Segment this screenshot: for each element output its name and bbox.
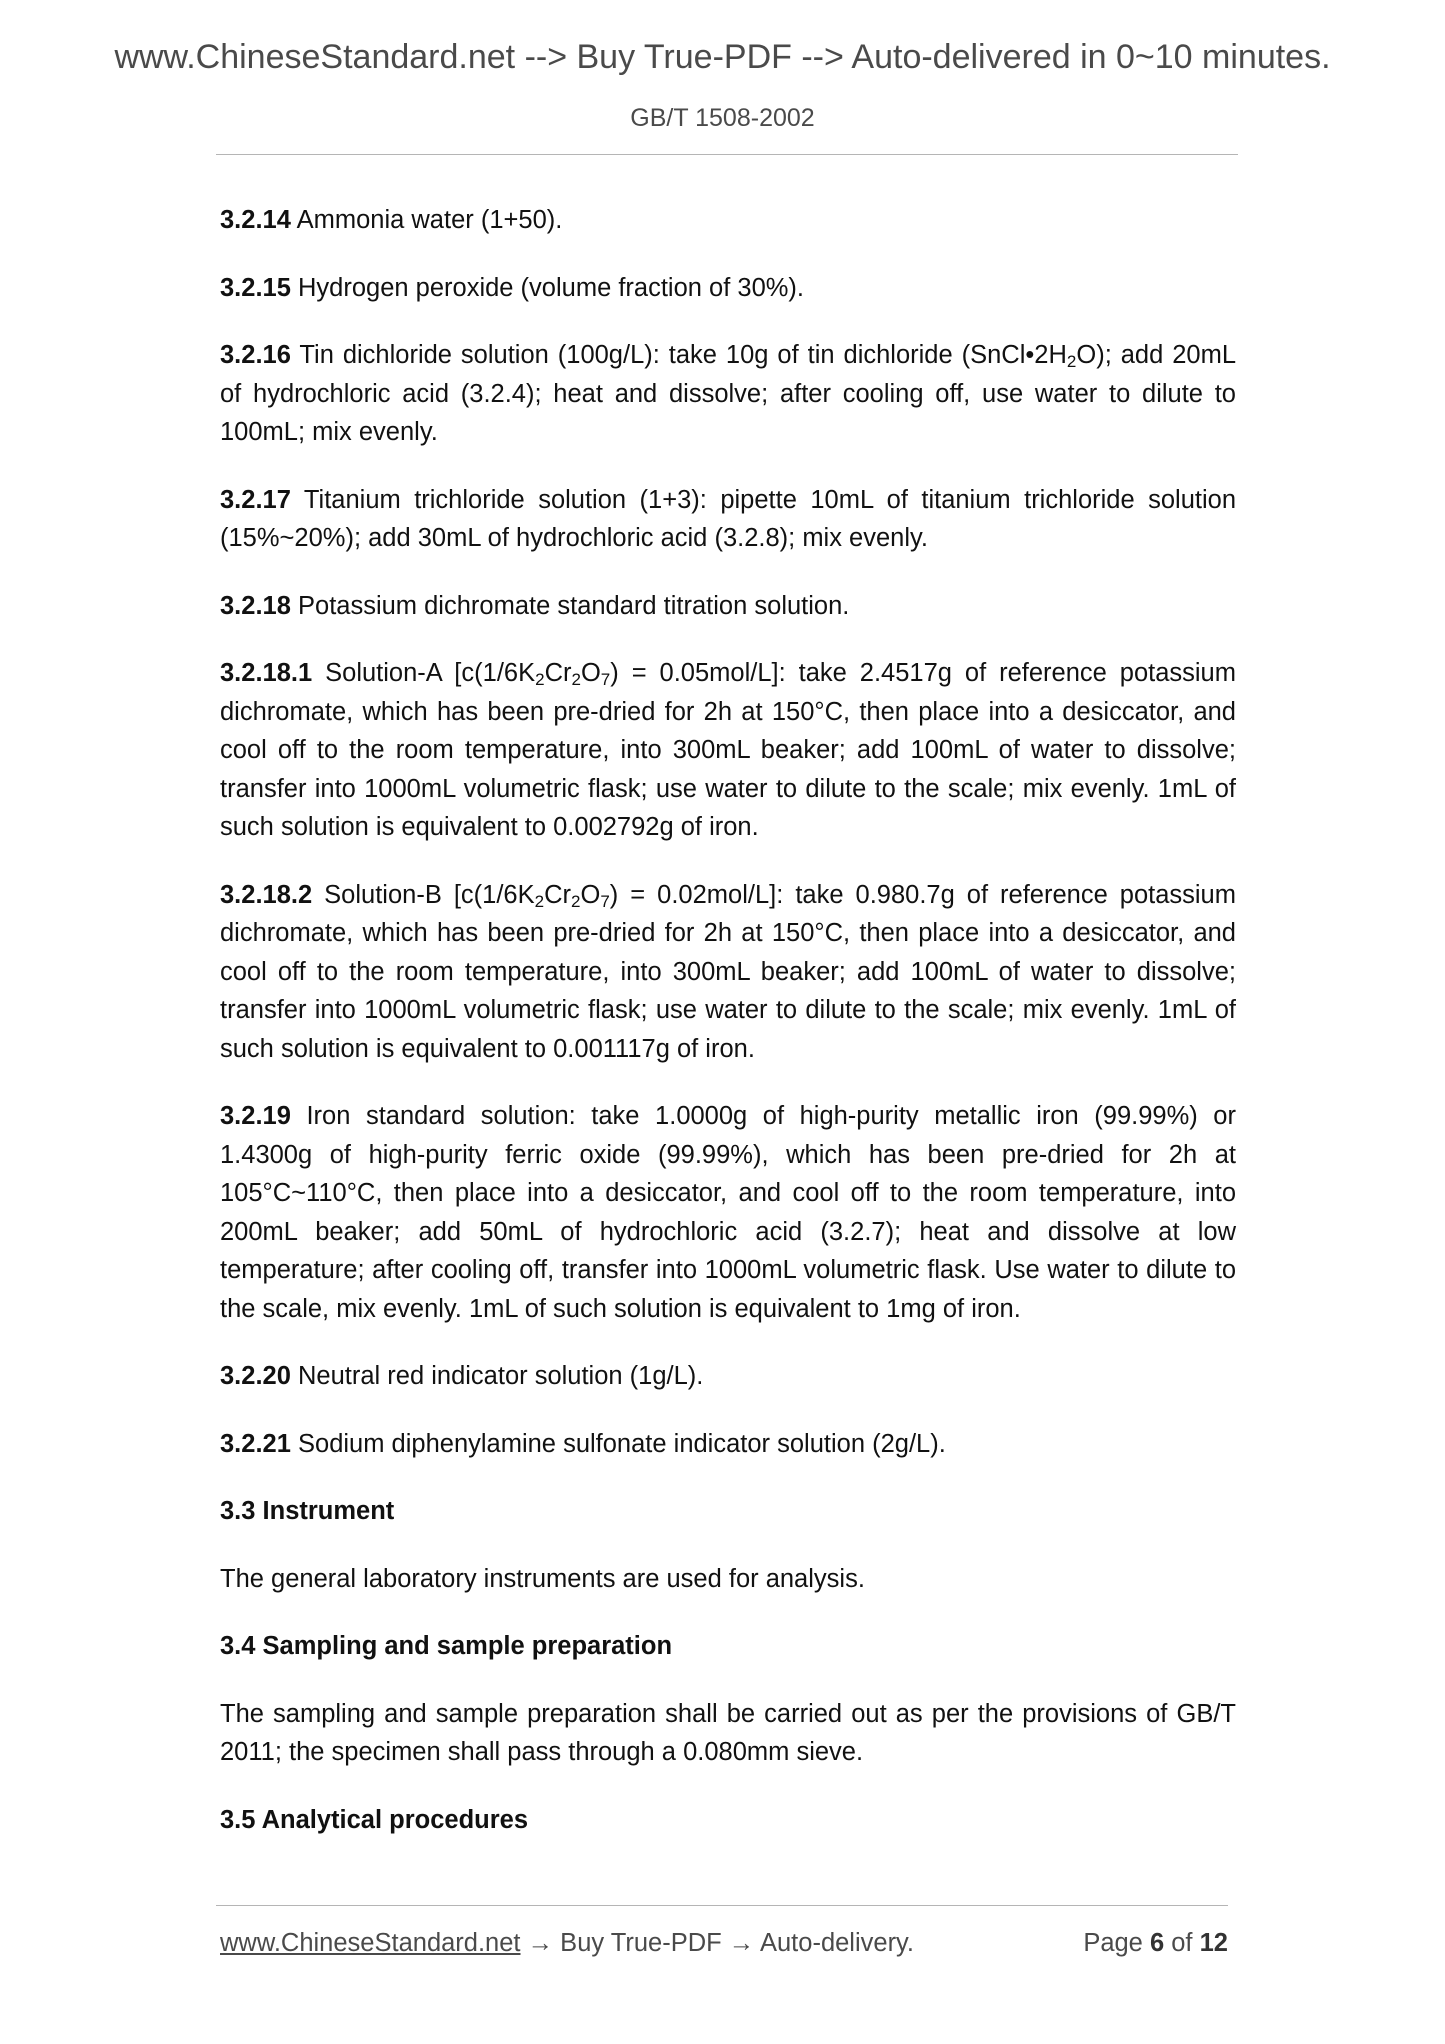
clause-number: 3.2.18.2 bbox=[220, 880, 313, 909]
clause-text: Titanium trichloride solution (1+3): pipette 10mL of titanium trichloride solution (15%~20%); add 30mL of hydrochloric acid (3.2.8); mix evenly. bbox=[220, 485, 1236, 552]
clause-text: Sodium diphenylamine sulfonate indicator solution (2g/L). bbox=[298, 1429, 946, 1458]
clause-text: Solution-A [c(1/6K bbox=[325, 659, 536, 687]
clause-3-2-14 bbox=[220, 201, 1236, 240]
clause-number: 3.2.20 bbox=[220, 1362, 291, 1390]
section-heading-instrument: 3.3 Instrument bbox=[220, 1497, 395, 1525]
clause-number: 3.2.14 bbox=[220, 206, 291, 234]
clause-number: 3.2.16 bbox=[220, 341, 291, 369]
header-divider bbox=[216, 154, 1238, 155]
clause-3-2-21 bbox=[220, 1425, 1236, 1464]
sampling-text: The sampling and sample preparation shall be carried out as per the provisions of GB/T 2011; the specimen shall pass through a 0.080mm sieve. bbox=[220, 1699, 1236, 1766]
subscript: 2 bbox=[571, 670, 581, 689]
subscript: 7 bbox=[600, 670, 611, 689]
clause-text: Solution-B [c(1/6K bbox=[324, 880, 535, 909]
clause-text: Neutral red indicator solution (1g/L). bbox=[298, 1362, 704, 1390]
clause-number: 3.2.18 bbox=[220, 591, 291, 620]
clause-number: 3.2.17 bbox=[220, 485, 291, 514]
instrument-text: The general laboratory instruments are used for analysis. bbox=[220, 1564, 865, 1593]
clause-number: 3.2.21 bbox=[220, 1429, 291, 1458]
subscript: 2 bbox=[534, 891, 545, 911]
clause-text: O bbox=[580, 880, 601, 909]
subscript: 2 bbox=[571, 891, 581, 911]
clause-3-2-18-2 bbox=[220, 876, 1236, 1069]
clause-number: 3.2.19 bbox=[220, 1102, 291, 1130]
page-footer bbox=[220, 1929, 1232, 1958]
clause-text: Ammonia water (1+50). bbox=[296, 206, 563, 234]
clause-3-2-19 bbox=[220, 1097, 1236, 1328]
clause-3-2-20 bbox=[220, 1357, 1236, 1396]
of-label: of bbox=[1171, 1929, 1193, 1957]
clause-3-2-15 bbox=[220, 269, 1236, 308]
clause-text: O bbox=[580, 659, 601, 687]
clause-3-2-18-1 bbox=[220, 654, 1236, 847]
clause-number: 3.2.15 bbox=[220, 273, 291, 302]
document-body bbox=[220, 201, 1236, 1868]
clause-text: Potassium dichromate standard titration solution. bbox=[298, 591, 850, 620]
clause-text: Iron standard solution: take 1.0000g of high-purity metallic iron (99.99%) or 1.4300g of high-purity ferric oxide (99.99%), which has been pre-dried for 2h at 105°C~110°C, then place into a desiccator, and cool off to the room temperature, into 200mL beaker; add 50mL of hydrochloric acid (3.2.7); heat and dissolve at low temperature; after cooling off, transfer into 1000mL volumetric flask. Use water to dilute to the scale, mix evenly. 1mL of such solution is equivalent to 1mg of iron. bbox=[220, 1102, 1236, 1323]
document-id: GB/T 1508-2002 bbox=[630, 104, 815, 132]
footer-site-link[interactable]: www.ChineseStandard.net bbox=[220, 1929, 521, 1957]
section-heading-sampling: 3.4 Sampling and sample preparation bbox=[220, 1632, 673, 1660]
clause-3-2-17 bbox=[220, 481, 1236, 558]
clause-text: ) = 0.05mol/L]: take 2.4517g of reference potassium dichromate, which has been pre-dried for 2h at 150°C, then place into a desiccator, and cool off to the room temperature, into 300mL beaker; add 100mL of water to dissolve; transfer into 1000mL volumetric flask; use water to dilute to the scale; mix evenly. 1mL of such solution is equivalent to 0.002792g of iron. bbox=[220, 659, 1236, 841]
clause-text: Cr bbox=[544, 659, 572, 687]
clause-3-2-18 bbox=[220, 587, 1236, 626]
footer-divider bbox=[216, 1905, 1228, 1906]
page-total: 12 bbox=[1199, 1929, 1228, 1957]
clause-text: ) = 0.02mol/L]: take 0.980.7g of reference potassium dichromate, which has been pre-dried for 2h at 150°C, then place into a desiccator, and cool off to the room temperature, into 300mL beaker; add 100mL of water to dissolve; transfer into 1000mL volumetric flask; use water to dilute to the scale; mix evenly. 1mL of such solution is equivalent to 0.001117g of iron. bbox=[220, 880, 1236, 1063]
page-label: Page bbox=[1083, 1929, 1143, 1957]
subscript: 7 bbox=[600, 891, 610, 911]
page-number: 6 bbox=[1149, 1929, 1165, 1957]
subscript: 2 bbox=[1066, 352, 1077, 371]
clause-text: Hydrogen peroxide (volume fraction of 30%). bbox=[298, 273, 805, 302]
clause-text: Tin dichloride solution (100g/L): take 10g of tin dichloride (SnCl•2H bbox=[299, 341, 1067, 369]
clause-3-2-16 bbox=[220, 336, 1236, 452]
clause-text: O); add 20mL of hydrochloric acid (3.2.4); heat and dissolve; after cooling off, use water to dilute to 100mL; mix evenly. bbox=[220, 341, 1237, 446]
clause-number: 3.2.18.1 bbox=[220, 659, 313, 687]
footer-tagline: → Buy True-PDF → Auto-delivery. bbox=[520, 1929, 914, 1957]
section-heading-procedures: 3.5 Analytical procedures bbox=[220, 1805, 529, 1834]
subscript: 2 bbox=[535, 670, 545, 689]
clause-text: Cr bbox=[544, 880, 571, 909]
page-indicator bbox=[1083, 1929, 1228, 1958]
top-banner: www.ChineseStandard.net --> Buy True-PDF --> Auto-delivered in 0~10 minutes. bbox=[114, 38, 1331, 76]
